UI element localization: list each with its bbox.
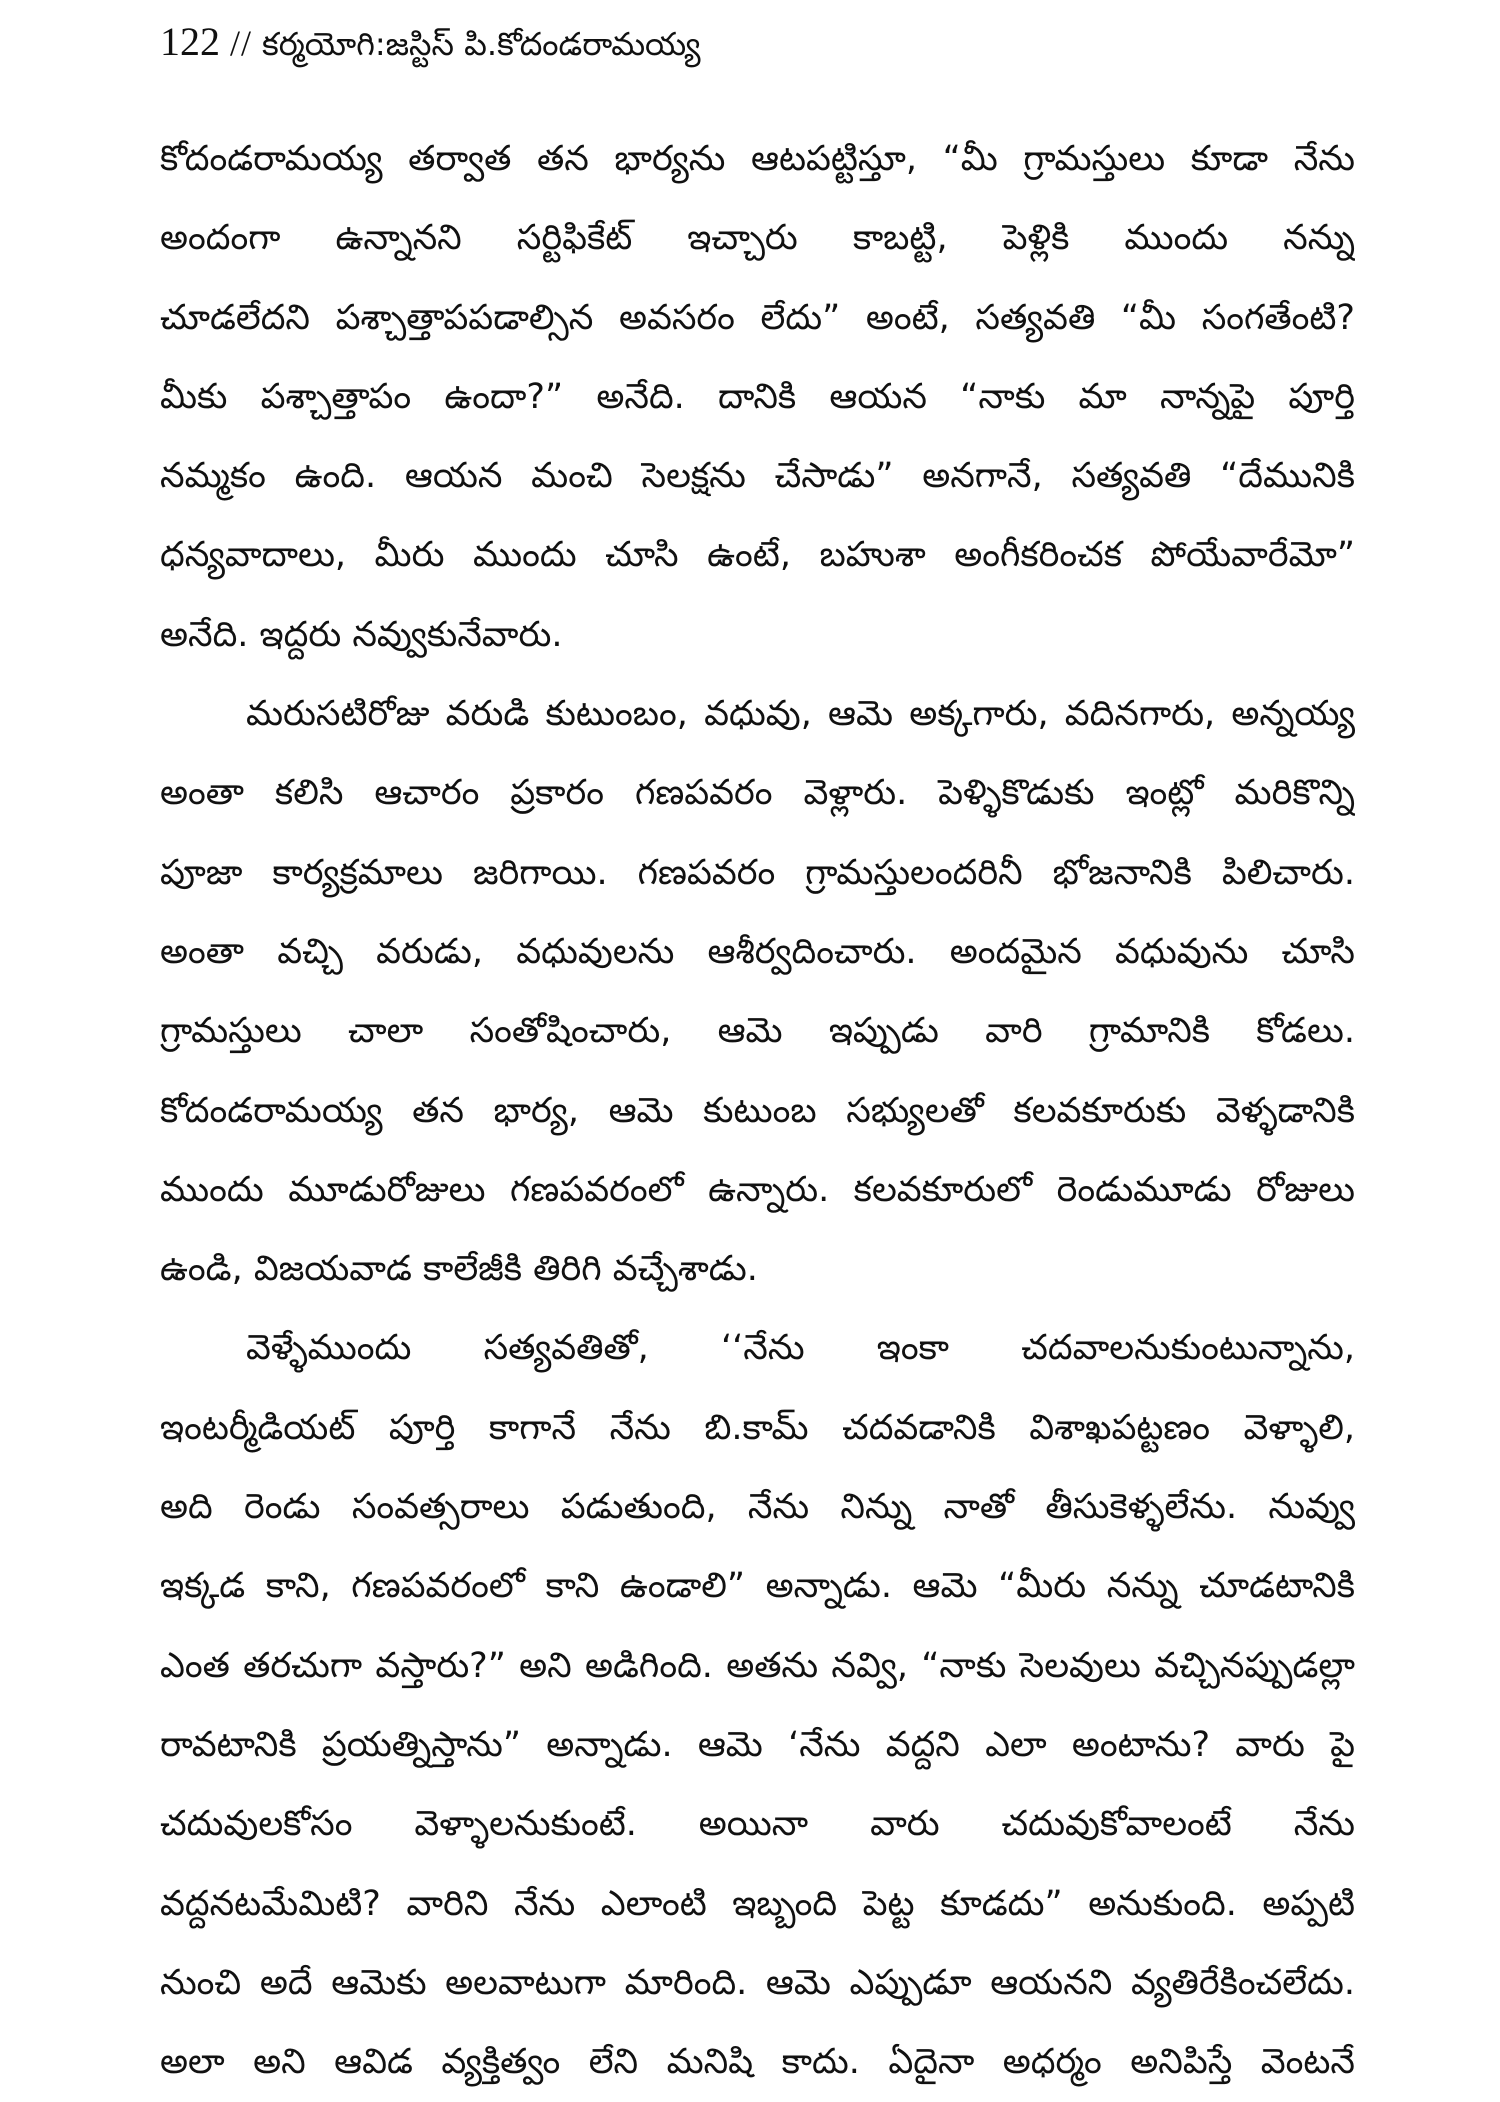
text-line: చదువులకోసం వెళ్ళాలనుకుంటే. అయినా వారు చదువుకోవాలంటే నేను: [160, 1804, 1355, 1845]
text-line: చూడలేదని పశ్చాత్తాపపడాల్సిన అవసరం లేదు” అంటే, సత్యవతి “మీ సంగతేంటి?: [160, 297, 1355, 338]
text-line: గ్రామస్తులు చాలా సంతోషించారు, ఆమె ఇప్పుడు వారి గ్రామానికి కోడలు.: [160, 1011, 1355, 1052]
text-line: ఇంటర్మీడియట్ పూర్తి కాగానే నేను బి.కామ్ చదవడానికి విశాఖపట్టణం వెళ్ళాలి,: [160, 1407, 1355, 1448]
text-line: అందంగా ఉన్నానని సర్టిఫికేట్ ఇచ్చారు కాబట్టి, పెళ్లికి ముందు నన్ను: [160, 218, 1355, 259]
header-separator: //: [230, 23, 253, 63]
text-line: అది రెండు సంవత్సరాలు పడుతుంది, నేను నిన్ను నాతో తీసుకెళ్ళలేను. నువ్వు: [160, 1487, 1355, 1528]
text-line: నమ్మకం ఉంది. ఆయన మంచి సెలక్షను చేసాడు” అనగానే, సత్యవతి “దేమునికి: [160, 456, 1355, 497]
text-line: ముందు మూడురోజులు గణపవరంలో ఉన్నారు. కలవకూరులో రెండుమూడు రోజులు: [160, 1169, 1355, 1210]
text-line: అంతా కలిసి ఆచారం ప్రకారం గణపవరం వెళ్లారు. పెళ్ళికొడుకు ఇంట్లో మరికొన్ని: [160, 773, 1355, 814]
text-line: అనేది. ఇద్దరు నవ్వుకునేవారు.: [160, 614, 563, 655]
text-line: కోదండరామయ్య తన భార్య, ఆమె కుటుంబ సభ్యులతో కలవకూరుకు వెళ్ళడానికి: [160, 1090, 1355, 1131]
text-line: మీకు పశ్చాత్తాపం ఉందా?” అనేది. దానికి ఆయన “నాకు మా నాన్నపై పూర్తి: [160, 376, 1355, 417]
text-line: రావటానికి ప్రయత్నిస్తాను” అన్నాడు. ఆమె ‘నేను వద్దని ఎలా అంటాను? వారు పై: [160, 1724, 1355, 1765]
text-line: నుంచి అదే ఆమెకు అలవాటుగా మారింది. ఆమె ఎప్పుడూ ఆయనని వ్యతిరేకించలేదు.: [160, 1962, 1355, 2003]
body-text: [160, 120, 1355, 2102]
running-head: [160, 18, 701, 78]
text-line: ఉండి, విజయవాడ కాలేజీకి తిరిగి వచ్చేశాడు.: [160, 1249, 758, 1290]
text-line: ధన్యవాదాలు, మీరు ముందు చూసి ఉంటే, బహుశా అంగీకరించక పోయేవారేమో”: [160, 535, 1355, 576]
paragraph-1: [160, 120, 1355, 675]
text-line: వద్దనటమేమిటి? వారిని నేను ఎలాంటి ఇబ్బంది పెట్ట కూడదు” అనుకుంది. అప్పటి: [160, 1883, 1355, 1924]
paragraph-3: [160, 1309, 1355, 2102]
text-line: మరుసటిరోజు వరుడి కుటుంబం, వధువు, ఆమె అక్కగారు, వదినగారు, అన్నయ్య: [246, 694, 1355, 735]
running-title: కర్మయోగి:జస్టిస్ పి.కోదండరామయ్య: [262, 25, 701, 63]
text-line: వెళ్ళేముందు సత్యవతితో, ‘‘నేను ఇంకా చదవాలనుకుంటున్నాను,: [246, 1328, 1355, 1369]
paragraph-2: [160, 675, 1355, 1309]
text-line: ఎంత తరచుగా వస్తారు?” అని అడిగింది. అతను నవ్వి, “నాకు సెలవులు వచ్చినప్పుడల్లా: [160, 1645, 1355, 1686]
text-line: పూజా కార్యక్రమాలు జరిగాయి. గణపవరం గ్రామస్తులందరినీ భోజనానికి పిలిచారు.: [160, 852, 1355, 893]
page-number: 122: [160, 19, 220, 64]
text-line: కోదండరామయ్య తర్వాత తన భార్యను ఆటపట్టిస్తూ, “మీ గ్రామస్తులు కూడా నేను: [160, 139, 1355, 179]
text-line: అలా అని ఆవిడ వ్యక్తిత్వం లేని మనిషి కాదు. ఏదైనా అధర్మం అనిపిస్తే వెంటనే: [160, 2042, 1355, 2083]
text-line: ఇక్కడ కాని, గణపవరంలో కాని ఉండాలి” అన్నాడు. ఆమె “మీరు నన్ను చూడటానికి: [160, 1566, 1355, 1607]
text-line: అంతా వచ్చి వరుడు, వధువులను ఆశీర్వదించారు. అందమైన వధువును చూసి: [160, 931, 1355, 972]
